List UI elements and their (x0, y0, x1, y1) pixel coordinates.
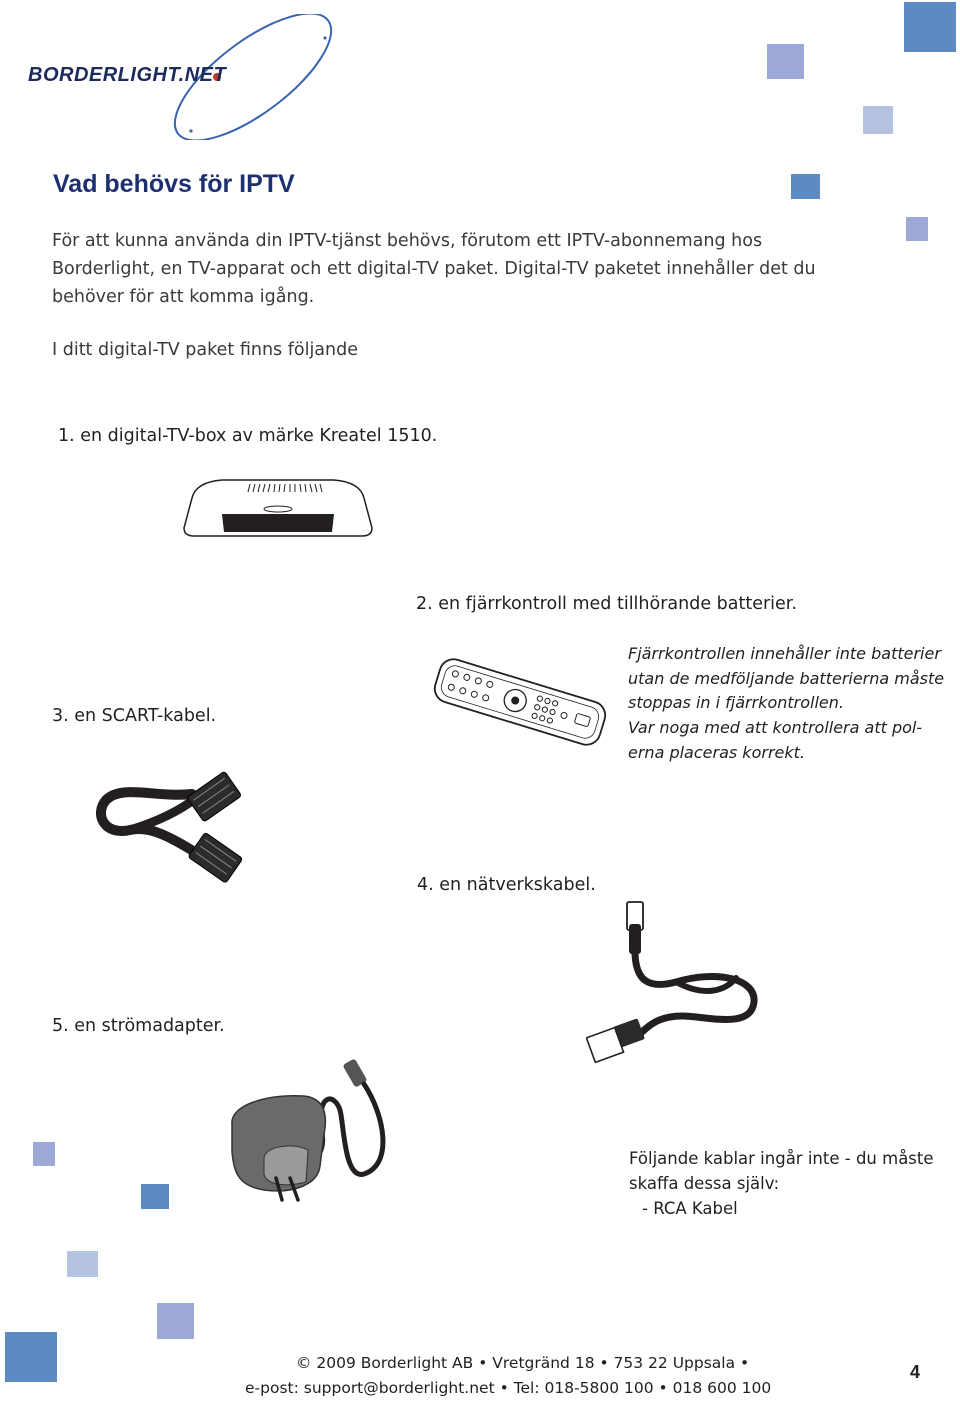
note-line: - RCA Kabel (642, 1199, 738, 1218)
decor-square (67, 1251, 98, 1277)
page-title: Vad behövs för IPTV (53, 170, 295, 198)
page-number: 4 (910, 1362, 921, 1382)
item-2-label: 2. en fjärrkontroll med tillhörande batterier. (416, 594, 797, 614)
intro-paragraph: För att kunna använda din IPTV-tjänst behövs, förutom ett IPTV-abonnemang hos Borderlight, en TV-apparat och ett digital-TV paket. Digital-TV paketet innehåller det du behöver för att komma igång. (52, 231, 816, 307)
note-line: Följande kablar ingår inte - du måste (629, 1149, 934, 1168)
item-1-label: 1. en digital-TV-box av märke Kreatel 1510. (58, 426, 438, 446)
note-line: skaffa dessa själv: (629, 1174, 780, 1193)
decor-square (767, 44, 804, 79)
package-intro: I ditt digital-TV paket finns följande (52, 340, 359, 360)
footer-address: © 2009 Borderlight AB • Vretgränd 18 • 753 22 Uppsala • (296, 1354, 750, 1372)
decor-square (157, 1303, 194, 1339)
note-line: stoppas in i fjärrkontrollen. (628, 693, 844, 713)
note-line: utan de medföljande batterierna måste (628, 668, 945, 688)
scart-cable-image (96, 768, 246, 890)
item-3-label: 3. en SCART-kabel. (52, 706, 217, 726)
network-cable-image (586, 898, 766, 1068)
decor-square (863, 106, 893, 134)
decor-square (791, 174, 820, 199)
settop-box-image (182, 478, 374, 540)
item-5-label: 5. en strömadapter. (52, 1016, 225, 1036)
note-line: Var noga med att kontrollera att pol- (628, 718, 923, 738)
power-adapter-image (224, 1054, 396, 1204)
footer-contact: e-post: support@borderlight.net • Tel: 018-5800 100 • 018 600 100 (245, 1379, 772, 1397)
remote-battery-note (628, 642, 944, 766)
decor-square (33, 1142, 55, 1166)
logo-wordmark: BORDERLIGHT.NET (28, 64, 227, 86)
decor-square (904, 2, 956, 52)
decor-square (141, 1184, 169, 1209)
remote-control-image (430, 652, 610, 752)
decor-square (5, 1332, 57, 1382)
cables-not-included-note (629, 1146, 934, 1221)
item-4-label: 4. en nätverkskabel. (417, 875, 596, 895)
note-line: Fjärrkontrollen innehåller inte batterier (628, 644, 941, 663)
note-line: erna placeras korrekt. (628, 742, 805, 762)
decor-square (906, 217, 928, 241)
